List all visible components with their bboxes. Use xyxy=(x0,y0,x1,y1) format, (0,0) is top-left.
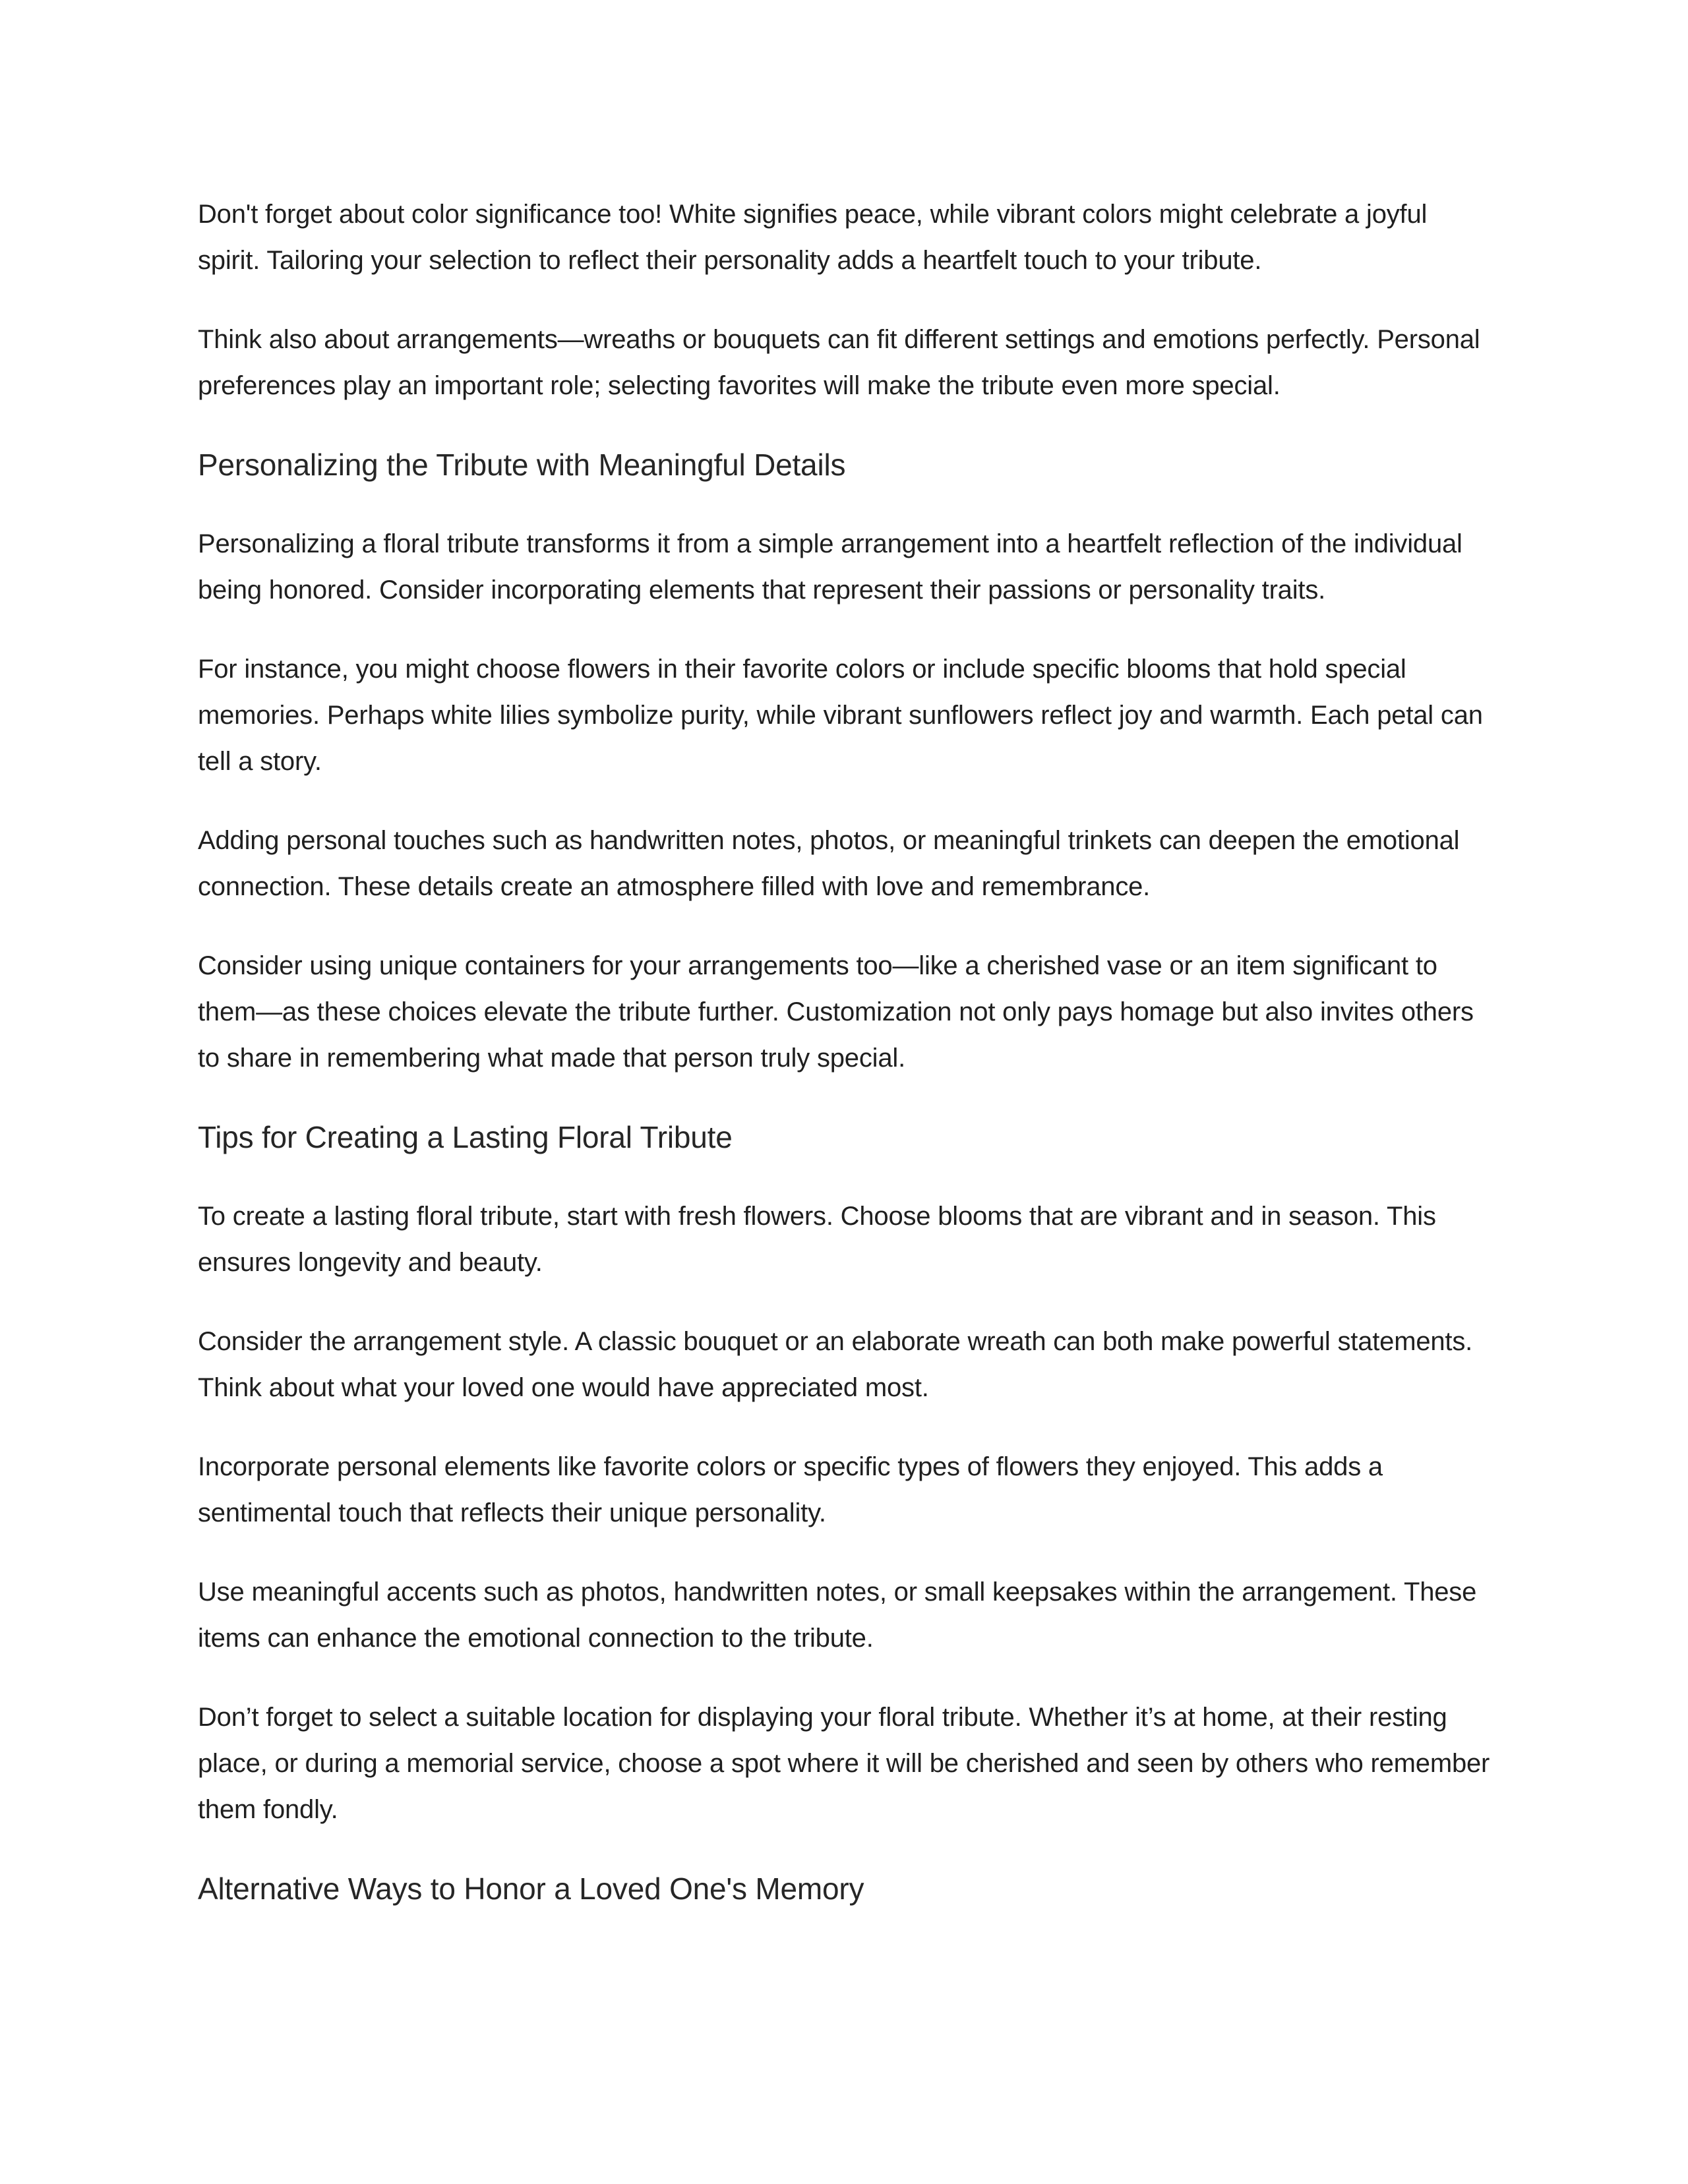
paragraph-favorite-colors: For instance, you might choose flowers in their favorite colors or include specific blooms that hold special memories. Perhaps white lilies symbolize purity, while vibrant sunflowers reflect joy and warmth. Each petal can tell a story. xyxy=(198,655,1483,776)
paragraph-personal-touches: Adding personal touches such as handwritten notes, photos, or meaningful trinkets can deepen the emotional connection. These details create an atmosphere filled with love and remembrance. xyxy=(198,826,1460,901)
heading-alternative-ways: Alternative Ways to Honor a Loved One's Memory xyxy=(198,1872,864,1906)
paragraph-fresh-flowers: To create a lasting floral tribute, start with fresh flowers. Choose blooms that are vibrant and in season. This ensures longevity and beauty. xyxy=(198,1202,1436,1277)
paragraph-meaningful-accents: Use meaningful accents such as photos, handwritten notes, or small keepsakes within the arrangement. These items can enhance the emotional connection to the tribute. xyxy=(198,1578,1477,1653)
paragraph-display-location: Don’t forget to select a suitable location for displaying your floral tribute. Whether it’s at home, at their resting place, or during a memorial service, choose a spot where it will be cherished and seen by others who remember them fondly. xyxy=(198,1703,1490,1824)
paragraph-unique-containers: Consider using unique containers for your arrangements too—like a cherished vase or an item significant to them—as these choices elevate the tribute further. Customization not only pays homage but also invites others to share in remembering what made that person truly special. xyxy=(198,951,1474,1073)
paragraph-arrangement-style: Consider the arrangement style. A classic bouquet or an elaborate wreath can both make powerful statements. Think about what your loved one would have appreciated most. xyxy=(198,1327,1473,1402)
paragraph-color-significance: Don't forget about color significance too! White signifies peace, while vibrant colors might celebrate a joyful spirit. Tailoring your selection to reflect their personality adds a heartfelt touch to your tribute. xyxy=(198,200,1428,275)
document-body xyxy=(198,191,1490,1945)
paragraph-personalizing-intro: Personalizing a floral tribute transforms it from a simple arrangement into a heartfelt reflection of the individual being honored. Consider incorporating elements that represent their passions or personality traits. xyxy=(198,529,1462,605)
heading-personalizing-tribute: Personalizing the Tribute with Meaningful Details xyxy=(198,448,846,482)
heading-lasting-tribute-tips: Tips for Creating a Lasting Floral Tribute xyxy=(198,1120,733,1154)
paragraph-personal-elements: Incorporate personal elements like favorite colors or specific types of flowers they enjoyed. This adds a sentimental touch that reflects their unique personality. xyxy=(198,1452,1383,1527)
paragraph-arrangements: Think also about arrangements—wreaths or bouquets can fit different settings and emotions perfectly. Personal preferences play an important role; selecting favorites will make the tribute even more special. xyxy=(198,325,1480,400)
